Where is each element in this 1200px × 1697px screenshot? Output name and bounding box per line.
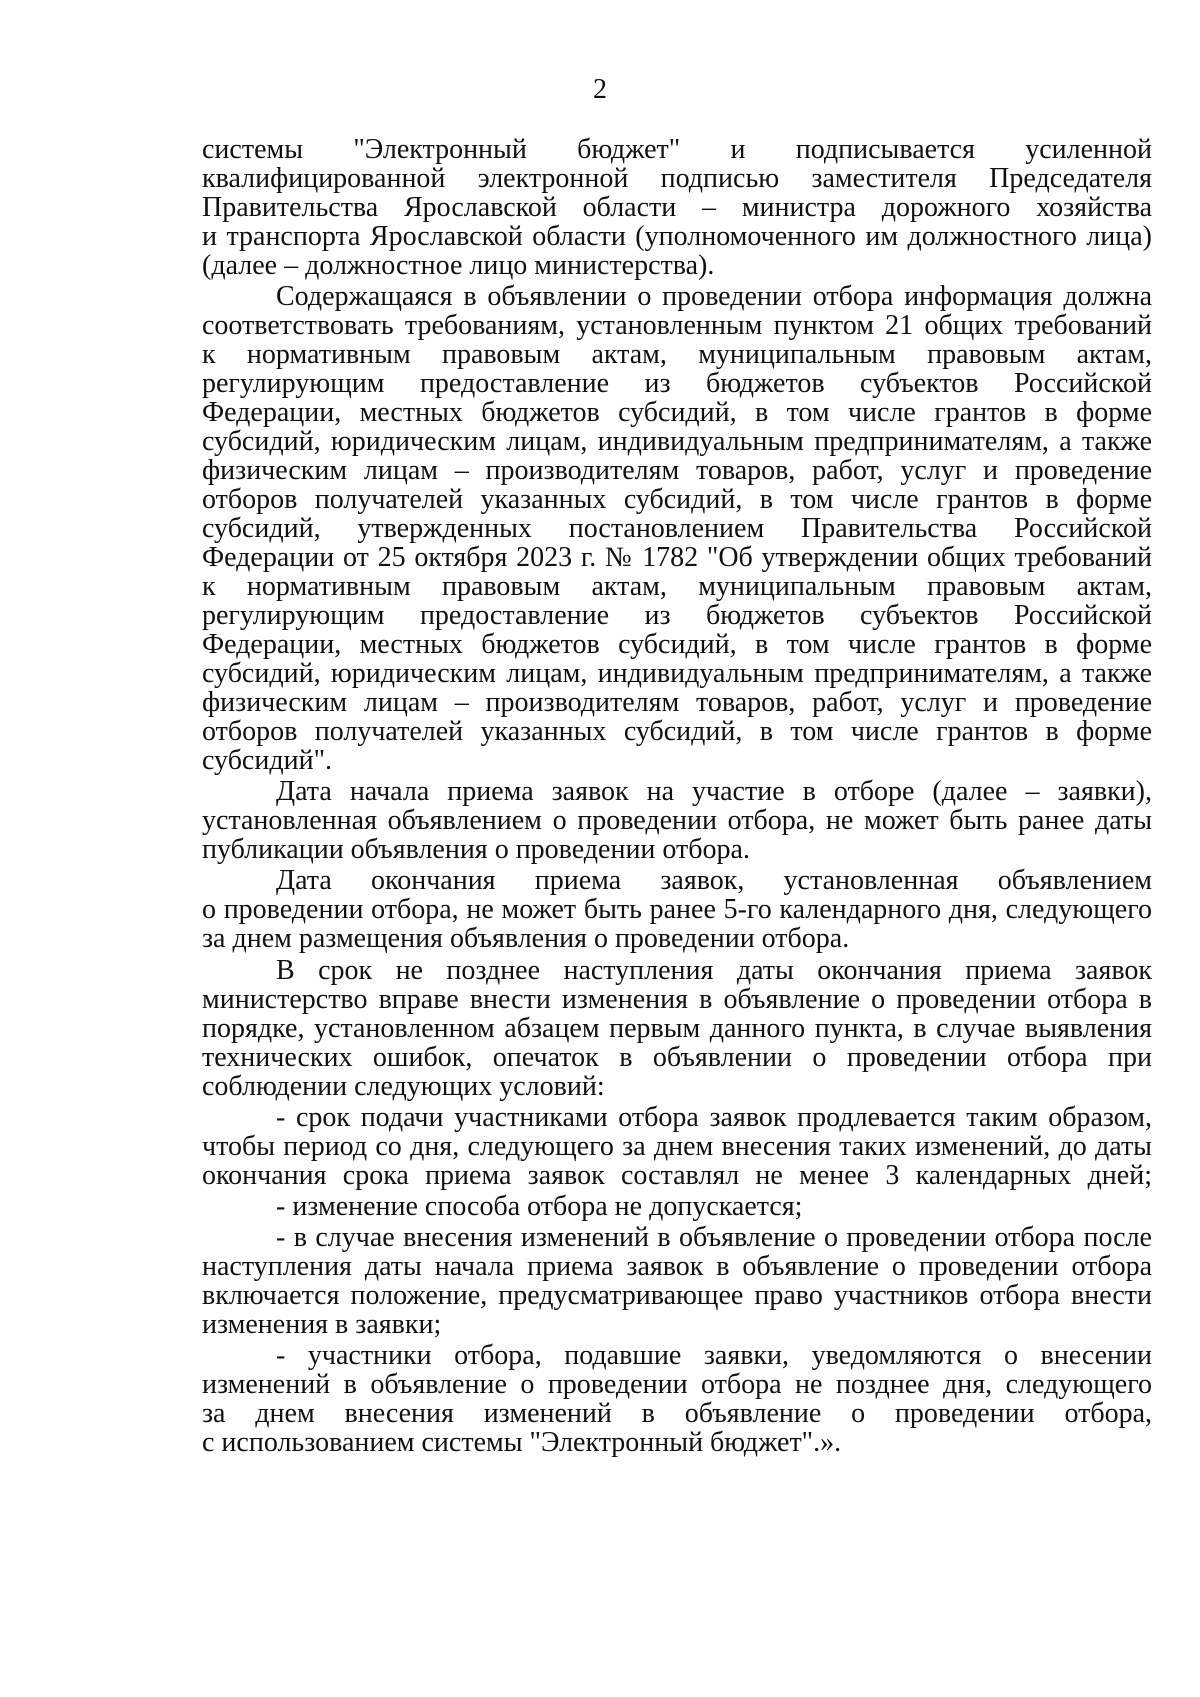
text-line: физическим лицам – производителям товаров, работ, услуг и проведение [202,455,1152,486]
text-line: за днем размещения объявления о проведении отбора. [202,923,850,954]
text-line: Содержащаяся в объявлении о проведении отбора информация должна [276,281,1152,312]
text-line: субсидий, юридическим лицам, индивидуальным предпринимателям, а также [202,426,1152,457]
text-line: субсидий". [202,745,332,776]
text-line: с использованием системы "Электронный бюджет".». [202,1427,842,1458]
text-line: наступления даты начала приема заявок в объявление о проведении отбора [202,1251,1152,1282]
text-line: за днем внесения изменений в объявление о проведении отбора, [202,1398,1152,1429]
text-line: отборов получателей указанных субсидий, в том числе грантов в форме [202,484,1152,515]
text-line: квалифицированной электронной подписью заместителя Председателя [202,163,1152,194]
text-line: соответствовать требованиям, установленным пунктом 21 общих требований [202,310,1152,341]
text-line: к нормативным правовым актам, муниципальным правовым актам, [202,571,1152,602]
text-line: установленная объявлением о проведении отбора, не может быть ранее даты [202,805,1152,836]
text-line: к нормативным правовым актам, муниципальным правовым актам, [202,339,1152,370]
text-line: чтобы период со дня, следующего за днем внесения таких изменений, до даты [202,1131,1152,1162]
text-line: регулирующим предоставление из бюджетов субъектов Российской [202,600,1152,631]
text-line: - срок подачи участниками отбора заявок продлевается таким образом, [276,1102,1152,1133]
text-line: Правительства Ярославской области – министра дорожного хозяйства [202,192,1152,223]
text-line: В срок не позднее наступления даты окончания приема заявок [276,955,1152,986]
text-line: Федерации, местных бюджетов субсидий, в том числе грантов в форме [202,397,1152,428]
text-line: - в случае внесения изменений в объявление о проведении отбора после [276,1222,1152,1253]
page-number: 2 [593,74,607,105]
text-line: и транспорта Ярославской области (уполномоченного им должностного лица) [202,221,1152,252]
text-line: о проведении отбора, не может быть ранее 5-го календарного дня, следующего [202,894,1152,925]
text-line: окончания срока приема заявок составлял не менее 3 календарных дней; [202,1160,1152,1191]
text-line: регулирующим предоставление из бюджетов субъектов Российской [202,368,1152,399]
text-line: изменения в заявки; [202,1309,442,1340]
text-line: (далее – должностное лицо министерства). [202,250,715,281]
text-line: Дата начала приема заявок на участие в отборе (далее – заявки), [276,776,1152,807]
text-line: субсидий, утвержденных постановлением Правительства Российской [202,513,1152,544]
text-line: Федерации от 25 октября 2023 г. № 1782 "Об утверждении общих требований [202,542,1152,573]
text-line: физическим лицам – производителям товаров, работ, услуг и проведение [202,687,1152,718]
text-line: Федерации, местных бюджетов субсидий, в том числе грантов в форме [202,629,1152,660]
text-line: порядке, установленном абзацем первым данного пункта, в случае выявления [202,1013,1152,1044]
text-line: субсидий, юридическим лицам, индивидуальным предпринимателям, а также [202,658,1152,689]
text-line: - изменение способа отбора не допускается; [276,1191,803,1222]
text-line: отборов получателей указанных субсидий, в том числе грантов в форме [202,716,1152,747]
text-line: - участники отбора, подавшие заявки, уведомляются о внесении [276,1340,1152,1371]
text-line: публикации объявления о проведении отбора. [202,834,750,865]
text-line: соблюдении следующих условий: [202,1071,605,1102]
text-line: включается положение, предусматривающее право участников отбора внести [202,1280,1152,1311]
text-line: системы "Электронный бюджет" и подписывается усиленной [202,134,1152,165]
text-line: министерство вправе внести изменения в объявление о проведении отбора в [202,984,1152,1015]
text-line: изменений в объявление о проведении отбора не позднее дня, следующего [202,1369,1152,1400]
text-line: Дата окончания приема заявок, установленная объявлением [276,865,1152,896]
text-line: технических ошибок, опечаток в объявлении о проведении отбора при [202,1042,1152,1073]
